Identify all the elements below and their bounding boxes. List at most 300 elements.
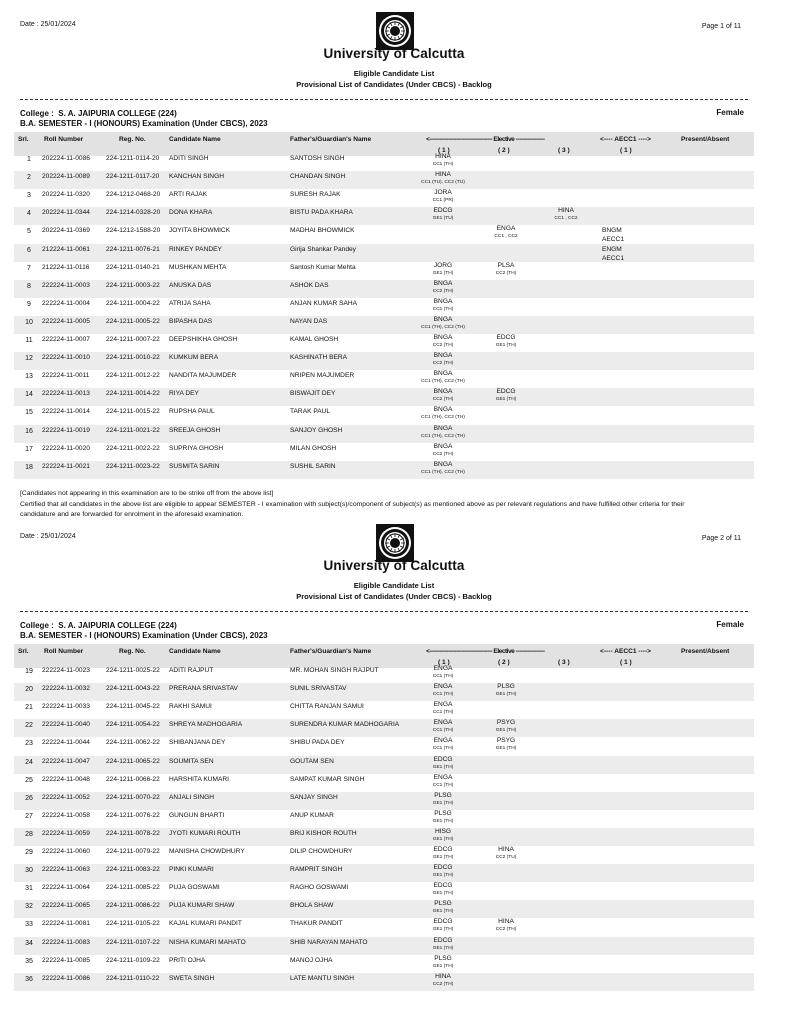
subject-paper: GE1 (TH): [432, 764, 454, 770]
candidate-name-cell: RAKHI SAMUI: [169, 703, 212, 711]
roll-number-cell: 222224-11-0021: [42, 462, 90, 470]
table-row: [14, 225, 754, 243]
header-elective: <------------------------------------- Elective -----------------: [426, 648, 545, 655]
table-row: [14, 701, 754, 719]
reg-number-cell: 224-1211-0114-20: [106, 155, 160, 162]
serial-cell: 1: [27, 156, 31, 163]
roll-number-cell: 222224-11-0064: [42, 884, 90, 892]
subject-code: HINA: [558, 207, 574, 215]
reg-number-cell: 224-1211-0015-22: [106, 408, 160, 416]
table-row: [14, 189, 754, 207]
strike-off-note: [Candidates not appearing in this examination are to be strike off from the above list]: [20, 490, 274, 497]
header-elective-3: ( 3 ): [558, 659, 570, 666]
elective-1-cell: [413, 937, 473, 952]
guardian-name-cell: ANUP KUMAR: [290, 811, 334, 819]
guardian-name-cell: KASHINATH BERA: [290, 354, 348, 362]
candidate-name-cell: BIPASHA DAS: [169, 317, 213, 325]
subject-paper: CC1 (TH), CC2 (TH): [421, 379, 465, 385]
guardian-name-cell: DILIP CHOWDHURY: [290, 848, 353, 855]
elective-1-cell: [413, 701, 473, 716]
subject-code: BNGA: [433, 424, 453, 432]
elective-1-cell: [413, 719, 473, 734]
subject-code: ENGA: [433, 737, 453, 745]
table-row: [14, 846, 754, 864]
subject-paper: CC2 (TH): [432, 981, 454, 987]
reg-number-cell: 224-1211-0022-22: [106, 444, 160, 452]
elective-1-cell: [413, 461, 473, 476]
reg-number-cell: 224-1211-0045-22: [106, 703, 160, 711]
subject-code: EDCG: [433, 936, 453, 944]
date-label: Date : 25/01/2024: [20, 21, 76, 28]
serial-cell: 19: [25, 668, 33, 675]
reg-number-cell: 224-1212-0468-20: [106, 191, 161, 199]
subject-paper: GE1 (TU): [432, 216, 454, 222]
elective-1-cell: [413, 882, 473, 897]
roll-number-cell: 222224-11-0060: [42, 848, 90, 855]
subject-code: BNGA: [433, 334, 453, 341]
candidate-name-cell: ANUSKA DAS: [169, 281, 212, 289]
candidate-name-cell: SUPRIYA GHOSH: [169, 444, 224, 452]
candidate-name-cell: ADITI RAJPUT: [169, 667, 214, 674]
date-label: Date : 25/01/2024: [20, 533, 76, 540]
guardian-name-cell: KAMAL GHOSH: [290, 336, 339, 343]
subject-paper: CC2 (TH): [495, 270, 517, 276]
subject-code: HINA: [435, 972, 451, 980]
subject-paper: GE1 (TH): [432, 909, 454, 915]
table-row: [14, 443, 754, 461]
table-row: [14, 973, 754, 991]
subject-code: PLSA: [497, 261, 515, 269]
roll-number-cell: 222224-11-0011: [42, 372, 90, 380]
table-row: [14, 774, 754, 792]
elective-1-cell: [413, 900, 473, 915]
table-row: [14, 171, 754, 189]
subject-paper: GE1 (TH): [432, 836, 454, 842]
subject-paper: GE1 (TH): [432, 945, 454, 951]
reg-number-cell: 224-1211-0117-20: [106, 173, 160, 181]
subject-code: ENGA: [433, 773, 453, 781]
certification-note: Certified that all candidates in the above list are eligible to appear SEMESTER - I examination with subject(s)/component of subject(s) as mentioned above as per relevant regulations and have fulfilled other criteria for their candidature and are forwarded for enrolment in the aforesaid examination.: [20, 501, 685, 518]
table-row: [14, 918, 754, 936]
reg-number-cell: 224-1211-0076-21: [106, 245, 160, 253]
subject-paper: GE1 (TH): [432, 873, 454, 879]
elective-2-cell: [476, 737, 536, 752]
college-line: [20, 621, 177, 630]
reg-number-cell: 224-1211-0012-22: [106, 372, 160, 380]
table-row: [14, 298, 754, 316]
reg-number-cell: 224-1211-0105-22: [106, 920, 160, 928]
university-seal-logo: [375, 11, 415, 51]
candidate-name-cell: PRERANA SRIVASTAV: [169, 685, 238, 693]
reg-number-cell: 224-1211-0070-22: [106, 793, 160, 801]
elective-1-cell: [413, 792, 473, 807]
table-row: [14, 334, 754, 352]
reg-number-cell: 224-1211-0079-22: [106, 848, 160, 855]
subject-code: PSYG: [496, 737, 516, 745]
header-elective-1: ( 1 ): [438, 659, 450, 666]
reg-number-cell: 224-1211-0140-21: [106, 263, 160, 271]
subject-code: EDCG: [433, 882, 453, 890]
subject-code: ENGA: [433, 719, 453, 727]
guardian-name-cell: MR. MOHAN SINGH RAJPUT: [290, 667, 379, 674]
serial-cell: 30: [25, 867, 33, 875]
reg-number-cell: 224-1211-0004-22: [106, 299, 160, 307]
guardian-name-cell: SUSHIL SARIN: [290, 462, 336, 470]
subject-paper: GE1 (TH): [495, 692, 517, 698]
candidate-name-cell: MANISHA CHOWDHURY: [169, 848, 245, 855]
dashed-divider: [20, 611, 748, 612]
guardian-name-cell: BRIJ KISHOR ROUTH: [290, 829, 357, 837]
elective-2-cell: [476, 388, 536, 403]
subject-code: EDCG: [433, 755, 453, 763]
roll-number-cell: 222224-11-0083: [42, 938, 90, 946]
serial-cell: 15: [25, 409, 33, 417]
candidate-name-cell: MUSHKAN MEHTA: [169, 263, 227, 271]
subject-code: BNGA: [433, 279, 453, 287]
subject-paper: GE1 (TH): [432, 927, 454, 933]
subject-paper: GE1 (TH): [432, 855, 454, 860]
table-row: [14, 665, 754, 683]
header-aecc: <---- AECC1 ---->: [600, 648, 652, 655]
subject-paper: CC1 (TH), CC2 (TH): [421, 433, 465, 439]
guardian-name-cell: GOUTAM SEN: [290, 757, 334, 765]
guardian-name-cell: SANJOY GHOSH: [290, 426, 343, 434]
table-row: [14, 406, 754, 424]
candidate-name-cell: SOUMITA SEN: [169, 757, 214, 765]
guardian-name-cell: SHIBU PADA DEY: [290, 739, 345, 747]
university-seal-logo: [375, 523, 415, 563]
guardian-name-cell: TARAK PAUL: [290, 408, 331, 416]
elective-1-cell: [413, 846, 473, 861]
elective-2-cell: [476, 262, 536, 277]
subject-paper: GE1 (TH): [495, 746, 517, 752]
elective-1-cell: [413, 756, 473, 771]
subject-paper: GE1 (TH): [495, 728, 517, 734]
candidate-name-cell: PUJA GOSWAMI: [169, 884, 220, 892]
header-elective: <------------------------------------- Elective -----------------: [426, 136, 545, 143]
subject-code: PLSG: [434, 900, 452, 908]
elective-1-cell: [413, 774, 473, 789]
serial-cell: 33: [25, 921, 33, 929]
university-title: University of Calcutta: [323, 558, 465, 573]
candidate-name-cell: ARTI RAJAK: [169, 191, 207, 199]
list-subtitle: Provisional List of Candidates (Under CBCS) - Backlog: [296, 592, 492, 601]
elective-2-cell: [476, 683, 536, 698]
candidate-name-cell: RUPSHA PAUL: [169, 408, 215, 416]
subject-code: BNGA: [433, 370, 453, 378]
subject-code: ENGA: [433, 665, 453, 672]
document-page: [0, 0, 768, 518]
guardian-name-cell: SAMPAT KUMAR SINGH: [290, 775, 365, 783]
reg-number-cell: 224-1211-0086-22: [106, 902, 160, 910]
subject-code: BNGA: [433, 442, 453, 450]
elective-1-cell: [413, 171, 473, 186]
guardian-name-cell: Santosh Kumar Mehta: [290, 263, 356, 271]
elective-1-cell: [413, 425, 473, 440]
candidate-name-cell: SUSMITA SARIN: [169, 462, 220, 470]
subject-code: BNGA: [433, 460, 453, 468]
university-title: University of Calcutta: [323, 46, 465, 61]
header-name: Candidate Name: [169, 648, 221, 655]
reg-number-cell: 224-1211-0078-22: [106, 829, 160, 837]
table-row: [14, 316, 754, 334]
serial-cell: 4: [27, 210, 31, 218]
reg-number-cell: 224-1211-0065-22: [106, 757, 160, 765]
serial-cell: 16: [25, 427, 33, 435]
header-roll: Roll Number: [44, 648, 84, 655]
table-row: [14, 937, 754, 955]
candidate-name-cell: SWETA SINGH: [169, 974, 215, 982]
reg-number-cell: 224-1212-1588-20: [106, 227, 161, 235]
reg-number-cell: 224-1211-0109-22: [106, 956, 160, 964]
reg-number-cell: 224-1211-0043-22: [106, 685, 160, 693]
subject-paper: CC2 (TH): [432, 288, 454, 294]
serial-cell: 21: [25, 704, 33, 712]
subject-code: PLSG: [497, 683, 515, 691]
roll-number-cell: 222224-11-0085: [42, 956, 90, 964]
table-row: [14, 352, 754, 370]
header-aecc-1: ( 1 ): [620, 659, 632, 666]
subject-paper: CC1 (TH): [432, 692, 454, 698]
elective-1-cell: [413, 810, 473, 825]
roll-number-cell: 222224-11-0065: [42, 902, 90, 910]
serial-cell: 24: [25, 758, 33, 766]
elective-1-cell: [413, 262, 473, 277]
elective-1-cell: [413, 665, 473, 680]
table-row: [14, 388, 754, 406]
header-present-absent: Present/Absent: [681, 648, 730, 655]
subject-code: ENGA: [433, 683, 453, 691]
elective-1-cell: [413, 955, 473, 970]
elective-1-cell: [413, 316, 473, 331]
dashed-divider: [20, 99, 748, 100]
page-number: Page 1 of 11: [701, 23, 741, 30]
subject-code: EDCG: [433, 846, 453, 853]
subject-paper: GE1 (TH): [432, 891, 454, 897]
elective-2-cell: [476, 225, 536, 240]
table-row: [14, 280, 754, 298]
candidate-name-cell: DEEPSHIKHA GHOSH: [169, 336, 238, 343]
subject-code: HINA: [435, 171, 451, 179]
header-reg: Reg. No.: [119, 136, 146, 143]
reg-number-cell: 224-1211-0085-22: [106, 884, 160, 892]
candidate-name-cell: KUMKUM BERA: [169, 354, 219, 362]
reg-number-cell: 224-1211-0010-22: [106, 354, 160, 362]
serial-cell: 3: [27, 192, 31, 200]
candidate-name-cell: SREEJA GHOSH: [169, 426, 221, 434]
roll-number-cell: 222224-11-0019: [42, 426, 90, 434]
subject-paper: CC1 (TH), CC2 (TH): [421, 415, 465, 421]
reg-number-cell: 224-1211-0062-22: [106, 739, 160, 747]
candidate-name-cell: SHIBANJANA DEY: [169, 739, 226, 747]
table-row: [14, 425, 754, 443]
elective-2-cell: [476, 846, 536, 861]
guardian-name-cell: ANJAN KUMAR SAHA: [290, 299, 358, 307]
roll-number-cell: 222224-11-0020: [42, 444, 90, 452]
page-number: Page 2 of 11: [701, 535, 741, 542]
table-row: [14, 719, 754, 737]
subject-paper: CC1 (TH): [432, 728, 454, 734]
subject-code: EDCG: [433, 918, 453, 926]
serial-cell: 13: [25, 373, 33, 381]
subject-code: JORG: [433, 261, 453, 269]
aecc-cell: ENGM AECC1: [602, 245, 624, 262]
subject-paper: CC1 (PR): [432, 198, 454, 204]
header-elective-2: ( 2 ): [498, 659, 510, 666]
roll-number-cell: 202224-11-0086: [42, 155, 90, 162]
guardian-name-cell: MADHAI BHOWMICK: [290, 227, 355, 235]
candidate-name-cell: NANDITA MAJUMDER: [169, 372, 237, 380]
subject-paper: CC1 (TH): [432, 782, 454, 788]
subject-paper: CC2 (TU): [495, 855, 517, 860]
elective-1-cell: [413, 280, 473, 295]
reg-number-cell: 224-1211-0025-22: [106, 667, 160, 674]
roll-number-cell: 202224-11-0089: [42, 173, 90, 181]
roll-number-cell: 222224-11-0032: [42, 685, 90, 693]
list-title: Eligible Candidate List: [353, 581, 435, 590]
elective-1-cell: [413, 737, 473, 752]
subject-paper: CC1 (TU), CC2 (TU): [421, 180, 465, 186]
header-serial: Srl.: [18, 136, 29, 143]
candidate-name-cell: PINKI KUMARI: [169, 866, 214, 874]
guardian-name-cell: RAGHO GOSWAMI: [290, 884, 349, 892]
serial-cell: 18: [25, 463, 33, 471]
serial-cell: 6: [27, 246, 31, 254]
subject-code: EDCG: [433, 864, 453, 872]
roll-number-cell: 222224-11-0047: [42, 757, 90, 765]
reg-number-cell: 224-1211-0066-22: [106, 775, 160, 783]
guardian-name-cell: CHANDAN SINGH: [290, 173, 346, 181]
table-row: [14, 792, 754, 810]
header-reg: Reg. No.: [119, 648, 146, 655]
subject-code: EDCG: [433, 207, 453, 215]
roll-number-cell: 222224-11-0023: [42, 667, 90, 674]
serial-cell: 20: [25, 686, 33, 694]
table-row: [14, 207, 754, 225]
serial-cell: 27: [25, 812, 33, 820]
elective-1-cell: [413, 973, 473, 988]
header-aecc-1: ( 1 ): [620, 147, 632, 154]
subject-code: JORA: [434, 189, 452, 197]
roll-number-cell: 222224-11-0007: [42, 336, 90, 343]
guardian-name-cell: LATE MANTU SINGH: [290, 974, 354, 982]
table-row: [14, 900, 754, 918]
serial-cell: 26: [25, 794, 33, 802]
elective-1-cell: [413, 207, 473, 222]
guardian-name-cell: NAYAN DAS: [290, 317, 328, 325]
exam-title: B.A. SEMESTER - I (HONOURS) Examination (Under CBCS), 2023: [20, 119, 268, 128]
candidate-name-cell: SHREYA MADHOGARIA: [169, 721, 243, 729]
candidate-name-cell: GUNGUN BHARTI: [169, 811, 225, 819]
table-row: [14, 244, 754, 262]
serial-cell: 2: [27, 174, 31, 182]
subject-code: PLSG: [434, 809, 452, 817]
guardian-name-cell: BISTU PADA KHARA: [290, 209, 353, 217]
serial-cell: 23: [25, 740, 33, 748]
header-elective-3: ( 3 ): [558, 147, 570, 154]
subject-paper: CC2 (TH): [432, 451, 454, 457]
elective-1-cell: [413, 388, 473, 403]
guardian-name-cell: SURESH RAJAK: [290, 191, 341, 199]
college-name: S. A. JAIPURIA COLLEGE (224): [58, 109, 177, 118]
roll-number-cell: 222224-11-0063: [42, 866, 90, 874]
roll-number-cell: 222224-11-0059: [42, 829, 90, 837]
guardian-name-cell: ASHOK DAS: [290, 281, 329, 289]
serial-cell: 31: [25, 885, 33, 893]
roll-number-cell: 212224-11-0116: [42, 263, 90, 271]
reg-number-cell: 224-1211-0054-22: [106, 721, 160, 729]
header-elective-2: ( 2 ): [498, 147, 510, 154]
subject-code: BNGA: [433, 297, 453, 305]
guardian-name-cell: BHOLA SHAW: [290, 902, 334, 910]
serial-cell: 9: [27, 300, 31, 308]
subject-paper: CC1 (TH), CC2 (TH): [421, 324, 465, 330]
reg-number-cell: 224-1211-0003-22: [106, 281, 160, 289]
serial-cell: 34: [25, 939, 33, 947]
elective-1-cell: [413, 298, 473, 313]
table-row: [14, 882, 754, 900]
subject-paper: CC1 (TH): [432, 746, 454, 752]
exam-title: B.A. SEMESTER - I (HONOURS) Examination (Under CBCS), 2023: [20, 631, 268, 640]
document-page: [0, 512, 768, 1024]
serial-cell: 8: [27, 282, 31, 290]
candidate-name-cell: ATRIJA SAHA: [169, 299, 211, 307]
reg-number-cell: 224-1211-0014-22: [106, 390, 160, 398]
candidate-name-cell: RINKEY PANDEY: [169, 245, 222, 253]
elective-1-cell: [413, 828, 473, 843]
guardian-name-cell: SANJAY SINGH: [290, 793, 338, 801]
serial-cell: 25: [25, 776, 33, 784]
guardian-name-cell: MANOJ OJHA: [290, 956, 333, 964]
list-title: Eligible Candidate List: [353, 69, 435, 78]
serial-cell: 5: [27, 228, 31, 236]
roll-number-cell: 222224-11-0013: [42, 390, 90, 398]
table-row: [14, 683, 754, 701]
candidate-name-cell: PRITI OJHA: [169, 956, 206, 964]
subject-code: PSYG: [496, 719, 516, 727]
subject-paper: CC1 (TH), CC2 (TH): [421, 469, 465, 475]
roll-number-cell: 202224-11-0369: [42, 227, 90, 235]
serial-cell: 12: [25, 355, 33, 363]
college-line: [20, 109, 177, 118]
subject-paper: GE1 (TH): [432, 963, 454, 969]
elective-2-cell: [476, 719, 536, 734]
table-row: [14, 461, 754, 479]
elective-1-cell: [413, 443, 473, 458]
roll-number-cell: 212224-11-0061: [42, 245, 90, 253]
candidate-name-cell: KAJAL KUMARI PANDIT: [169, 920, 242, 928]
serial-cell: 10: [25, 318, 33, 326]
elective-2-cell: [476, 918, 536, 933]
roll-number-cell: 222224-11-0005: [42, 317, 90, 325]
roll-number-cell: 202224-11-0320: [42, 191, 90, 199]
header-father: Father's/Guardian's Name: [290, 648, 372, 655]
subject-code: EDCG: [496, 388, 516, 396]
header-father: Father's/Guardian's Name: [290, 136, 372, 143]
subject-code: HINA: [435, 153, 451, 160]
elective-1-cell: [413, 406, 473, 421]
subject-paper: CC1 (TH): [432, 162, 454, 167]
candidate-name-cell: HARSHITA KUMARI: [169, 775, 229, 783]
roll-number-cell: 222224-11-0044: [42, 739, 90, 747]
guardian-name-cell: Girija Shankar Pandey: [290, 245, 356, 253]
subject-code: PLSG: [434, 954, 452, 962]
roll-number-cell: 222224-11-0004: [42, 299, 90, 307]
elective-3-cell: [536, 207, 596, 222]
roll-number-cell: 222224-11-0003: [42, 281, 90, 289]
candidate-name-cell: DONA KHARA: [169, 209, 213, 217]
subject-paper: CC1 , CC2: [494, 234, 518, 240]
